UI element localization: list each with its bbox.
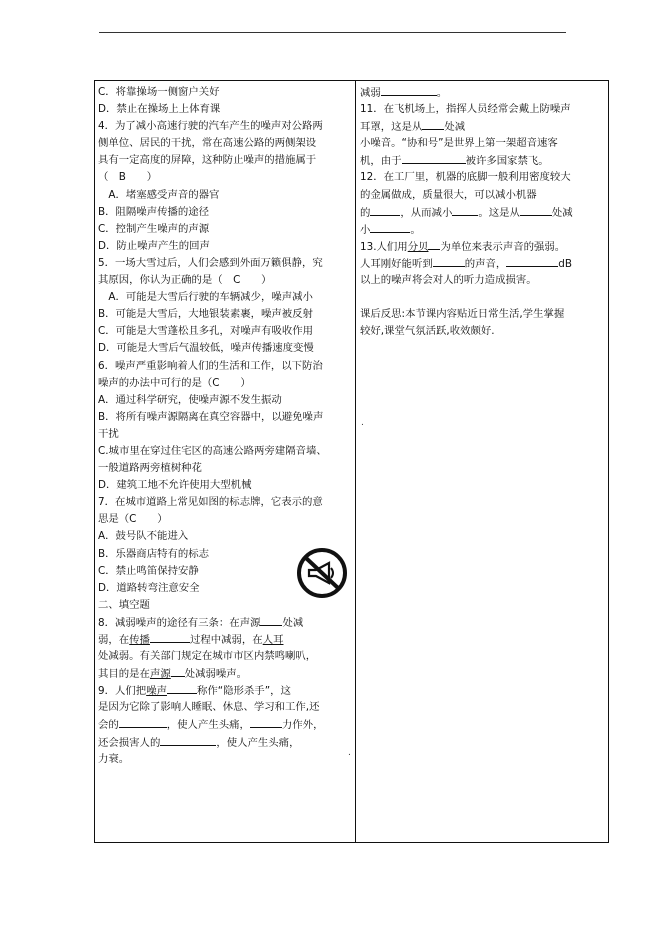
- option-a: A．鼓号队不能进入: [98, 530, 189, 543]
- blank: [381, 84, 437, 96]
- text: 的声音，: [464, 257, 507, 270]
- text: 的: [360, 206, 371, 219]
- filled-answer: 声源: [149, 668, 171, 681]
- text-line: [360, 84, 606, 101]
- question-13: [360, 238, 606, 255]
- question-9: [98, 682, 352, 699]
- question-6: 6．噪声严重影响着人们的生活和工作，以下防治: [98, 359, 323, 372]
- stray-mark: .: [348, 748, 351, 758]
- text-line: 一般道路两旁植树种花: [98, 462, 202, 475]
- blank: [402, 152, 466, 164]
- text: 8．减弱噪声的途径有三条：在声源: [98, 616, 261, 629]
- option-d: D．建筑工地不允许使用大型机械: [98, 479, 252, 492]
- blank: [167, 682, 197, 694]
- blank: [370, 204, 400, 216]
- text: ，从而减小: [400, 206, 453, 219]
- text: 处减: [282, 616, 304, 629]
- blank: [370, 221, 410, 233]
- text: 减弱: [360, 87, 381, 99]
- right-column: [360, 84, 606, 340]
- text: 力作外，: [281, 719, 324, 732]
- option-c: C．可能是大雪蓬松且多孔，对噪声有吸收作用: [98, 325, 314, 338]
- blank: [506, 255, 558, 267]
- text-line: 干扰: [98, 427, 119, 440]
- option-a: A．堵塞感受声音的器官: [98, 188, 220, 201]
- text-line: [360, 221, 606, 238]
- text: 。这是从: [478, 206, 520, 219]
- text: 13.人们用: [360, 240, 408, 253]
- reflection: 较好,课堂气氛活跃,收效颇好.: [360, 325, 495, 338]
- question-12: 12．在工厂里，机器的底脚一般利用密度较大: [360, 171, 571, 184]
- question-7: 7．在城市道路上常见如图的标志牌，它表示的意: [98, 496, 323, 509]
- reflection: 课后反思:本节课内容贴近日常生活,学生掌握: [360, 308, 565, 321]
- text: 为单位来表示声音的强弱。: [440, 240, 566, 253]
- blank: [150, 631, 190, 643]
- text: 小: [360, 223, 371, 236]
- no-horn-sign-icon: [296, 547, 348, 599]
- blank: [260, 614, 282, 626]
- text: 。: [410, 223, 421, 236]
- text: 人耳刚好能听到: [360, 257, 433, 270]
- answer-6: 噪声的办法中可行的是（C ）: [98, 376, 251, 389]
- blank: [422, 118, 444, 130]
- question-8: [98, 614, 352, 631]
- blank: [160, 734, 216, 746]
- header-rule: [99, 32, 566, 33]
- text-line: [360, 118, 606, 135]
- text: 耳罩，这是从: [360, 121, 423, 134]
- option-b: B．乐器商店特有的标志: [98, 547, 210, 560]
- text-line: 的金属做成，质量很大，可以减小机器: [360, 188, 537, 201]
- text-line: 侧单位、居民的干扰，常在高速公路的两侧架设: [98, 137, 317, 150]
- text: 处减: [551, 206, 573, 219]
- blank: [433, 255, 465, 267]
- text: 9．人们把: [98, 685, 147, 698]
- text-line: [360, 255, 606, 272]
- text: 过程中减弱，在: [189, 634, 263, 646]
- stray-mark: .: [361, 418, 364, 428]
- text: 弱，在: [98, 634, 130, 646]
- filled-answer: 人耳: [262, 634, 284, 646]
- text-line: [360, 152, 606, 169]
- text-line: 是因为它除了影响人睡眠、休息、学习和工作,还: [98, 701, 320, 714]
- text: ，使人产生头痛，: [216, 736, 300, 749]
- blank: [250, 716, 282, 728]
- text: 被许多国家禁飞。: [465, 155, 549, 168]
- text: ，使人产生头痛，: [166, 719, 250, 732]
- spacer: [360, 289, 606, 306]
- text: 处减: [444, 121, 466, 134]
- text: 会的: [98, 719, 119, 732]
- text: 其目的是在: [98, 668, 150, 681]
- left-column: [98, 84, 352, 768]
- text: 称作“隐形杀手”，这: [196, 685, 291, 698]
- filled-answer: 传播: [129, 634, 150, 646]
- option-b: B．将所有噪声源隔离在真空容器中，以避免噪声: [98, 410, 324, 423]
- option-b: B．可能是大雪后，大地银装素裹，噪声被反射: [98, 308, 313, 321]
- text-line: 力衰。: [98, 752, 130, 765]
- answer-4: （ B ）: [98, 171, 158, 184]
- section-heading: 二、填空题: [98, 598, 150, 611]
- filled-answer: 分贝: [407, 240, 429, 253]
- text-line: 以上的噪声将会对人的听力造成损害。: [360, 274, 537, 287]
- question-4: 4．为了减小高速行驶的汽车产生的噪声对公路两: [98, 120, 323, 133]
- answer-7: 思是（C ）: [98, 513, 168, 526]
- text-line: 小噪音。“协和号”是世界上第一架超音速客: [360, 137, 558, 150]
- text-line: [360, 204, 606, 221]
- text: 。: [436, 87, 448, 99]
- blank: [428, 238, 440, 250]
- text-line: 处减弱。有关部门规定在城市市区内禁鸣喇叭，: [98, 650, 317, 663]
- filled-answer: 噪声: [146, 685, 167, 698]
- blank: [452, 204, 478, 216]
- text-line: C．将靠操场一侧窗户关好: [98, 86, 220, 98]
- text: 机，由于: [360, 155, 402, 168]
- blank: [171, 665, 185, 677]
- question-11: 11．在飞机场上，指挥人员经常会戴上防噪声: [360, 103, 571, 116]
- option-c: C.城市里在穿过住宅区的高速公路两旁建隔音墙、: [98, 444, 327, 457]
- text-line: [98, 631, 352, 648]
- text: 处减弱噪声。: [184, 668, 248, 681]
- text-line: 具有一定高度的屏障，这种防止噪声的措施属于: [98, 154, 317, 167]
- text-line: [98, 716, 352, 733]
- option-d: D．道路转弯注意安全: [98, 581, 200, 594]
- column-divider: [355, 80, 356, 843]
- option-b: B．阻隔噪声传播的途径: [98, 205, 210, 218]
- text-line: [98, 665, 352, 682]
- option-c: C．禁止鸣笛保持安静: [98, 564, 199, 577]
- option-d: D．防止噪声产生的回声: [98, 239, 210, 252]
- option-a: A．可能是大雪后行驶的车辆减少，噪声减小: [98, 291, 313, 304]
- blank: [119, 716, 167, 728]
- text-line: [98, 734, 352, 751]
- text: 还会损害人的: [98, 736, 161, 749]
- option-d: D．可能是大雪后气温较低，噪声传播速度变慢: [98, 342, 314, 355]
- answer-5: 其原因，你认为正确的是（ C ）: [98, 274, 272, 287]
- option-c: C．控制产生噪声的声源: [98, 222, 210, 235]
- question-5: 5．一场大雪过后，人们会感到外面万籁俱静，究: [98, 256, 323, 269]
- text-line: D．禁止在操场上上体育课: [98, 103, 221, 116]
- option-a: A．通过科学研究，使噪声源不发生振动: [98, 393, 282, 406]
- text: dB: [558, 257, 573, 270]
- blank: [520, 204, 552, 216]
